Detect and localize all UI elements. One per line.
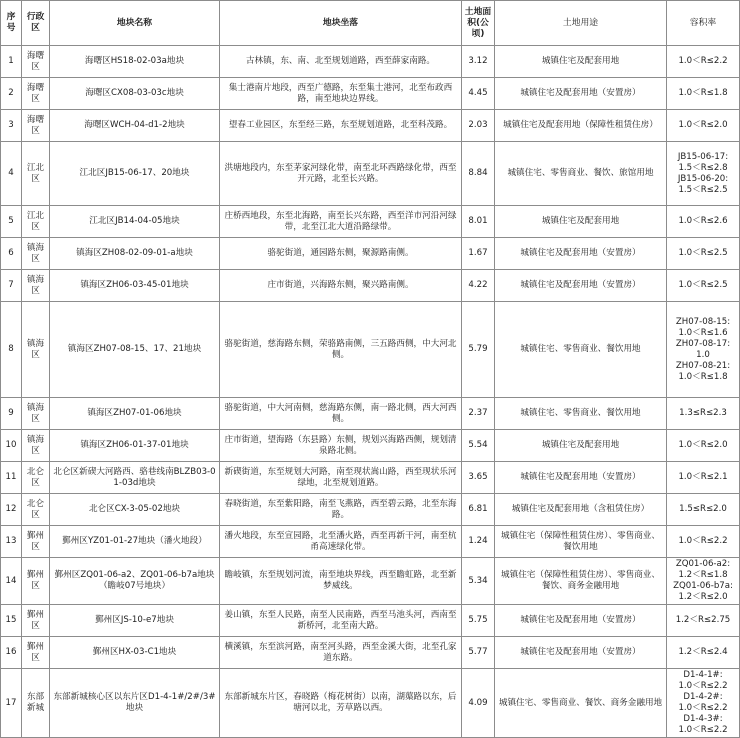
cell-parcel-name: 镇海区ZH07-08-15、17、21地块 <box>50 302 220 398</box>
cell-parcel-name: 镇海区ZH08-02-09-01-a地块 <box>50 238 220 270</box>
cell-location: 新碶街道，东至规划大河路，南至现状嵩山路，西至现状乐河绿地，北至规划道路。 <box>220 462 462 494</box>
cell-district: 鄞州区 <box>22 605 50 637</box>
cell-area: 1.24 <box>462 526 495 558</box>
cell-district: 鄞州区 <box>22 558 50 605</box>
cell-land-use: 城镇住宅及配套用地（安置房） <box>495 270 667 302</box>
col-header-far: 容积率 <box>667 1 740 46</box>
table-row <box>1 110 740 142</box>
cell-district: 镇海区 <box>22 398 50 430</box>
table-row <box>1 605 740 637</box>
cell-land-use: 城镇住宅及配套用地（保障性租赁住房） <box>495 110 667 142</box>
cell-location: 庄市街道，望海路（东县路）东侧，规划兴海路西侧，规划清泉路北侧。 <box>220 430 462 462</box>
table-header-row <box>1 1 740 46</box>
cell-land-use: 城镇住宅、零售商业、餐饮、旅馆用地 <box>495 142 667 206</box>
cell-area: 8.01 <box>462 206 495 238</box>
cell-location: 洪塘地段内，东至茅家河绿化带，南至北环西路绿化带，西至开元路，北至长兴路。 <box>220 142 462 206</box>
cell-area: 4.45 <box>462 78 495 110</box>
cell-far: D1-4-1#: 1.0＜R≤2.2 D1-4-2#: 1.0＜R≤2.2 D1-4-3#: 1.0＜R≤2.2 <box>667 669 740 738</box>
cell-location: 古林镇，东、南、北至规划道路，西至薛家南路。 <box>220 46 462 78</box>
cell-area: 4.22 <box>462 270 495 302</box>
cell-far: 1.0＜R≤2.1 <box>667 462 740 494</box>
cell-far: 1.0＜R≤2.2 <box>667 46 740 78</box>
table-row <box>1 669 740 738</box>
cell-district: 镇海区 <box>22 238 50 270</box>
cell-location: 春晓街道，东至紫阳路，南至飞燕路，西至碧云路，北至东海路。 <box>220 494 462 526</box>
cell-area: 1.67 <box>462 238 495 270</box>
cell-location: 望春工业园区，东至经三路，东至规划道路，北至科茂路。 <box>220 110 462 142</box>
cell-area: 5.79 <box>462 302 495 398</box>
cell-area: 3.12 <box>462 46 495 78</box>
cell-district: 江北区 <box>22 206 50 238</box>
cell-far: ZQ01-06-a2: 1.2＜R≤1.8 ZQ01-06-b7a: 1.2＜R≤2.0 <box>667 558 740 605</box>
cell-location: 潘火地段，东至宣园路，北至潘火路，西至再新干河，南至杭甬高速绿化带。 <box>220 526 462 558</box>
cell-no: 6 <box>1 238 22 270</box>
table-row <box>1 206 740 238</box>
cell-parcel-name: 东部新城核心区以东片区D1-4-1#/2#/3#地块 <box>50 669 220 738</box>
cell-parcel-name: 海曙区WCH-04-d1-2地块 <box>50 110 220 142</box>
col-header-use: 土地用途 <box>495 1 667 46</box>
cell-land-use: 城镇住宅及配套用地（安置房） <box>495 78 667 110</box>
cell-district: 东部新城 <box>22 669 50 738</box>
table-row <box>1 270 740 302</box>
cell-no: 7 <box>1 270 22 302</box>
cell-location: 横溪镇，东至滨河路，南至河头路，西至金溪大街，北至孔家道东路。 <box>220 637 462 669</box>
table-row <box>1 494 740 526</box>
cell-no: 13 <box>1 526 22 558</box>
cell-area: 8.84 <box>462 142 495 206</box>
cell-no: 8 <box>1 302 22 398</box>
cell-far: 1.0＜R≤2.5 <box>667 270 740 302</box>
cell-area: 6.81 <box>462 494 495 526</box>
cell-location: 骆驼街道，慈海路东侧，荣骆路南侧，三五路西侧，中大河北侧。 <box>220 302 462 398</box>
cell-location: 瞻岐镇，东至规划河流，南至地块界线，西至瞻虹路，北至新梦威线。 <box>220 558 462 605</box>
cell-area: 5.77 <box>462 637 495 669</box>
cell-far: 1.0＜R≤2.0 <box>667 110 740 142</box>
cell-far: ZH07-08-15: 1.0＜R≤1.6 ZH07-08-17: 1.0 ZH07-08-21: 1.0＜R≤1.8 <box>667 302 740 398</box>
table-row <box>1 142 740 206</box>
cell-no: 4 <box>1 142 22 206</box>
col-header-no: 序号 <box>1 1 22 46</box>
cell-parcel-name: 海曙区HS18-02-03a地块 <box>50 46 220 78</box>
col-header-name: 地块名称 <box>50 1 220 46</box>
cell-land-use: 城镇住宅及配套用地（安置房） <box>495 462 667 494</box>
cell-land-use: 城镇住宅、零售商业、餐饮、商务金融用地 <box>495 669 667 738</box>
cell-far: 1.2＜R≤2.4 <box>667 637 740 669</box>
cell-far: 1.0＜R≤2.5 <box>667 238 740 270</box>
cell-parcel-name: 江北区JB15-06-17、20地块 <box>50 142 220 206</box>
cell-location: 骆驼街道，中大河南侧，慈海路东侧，南一路北侧，西大河西侧。 <box>220 398 462 430</box>
cell-area: 2.03 <box>462 110 495 142</box>
cell-area: 5.54 <box>462 430 495 462</box>
cell-far: 1.2＜R≤2.75 <box>667 605 740 637</box>
col-header-location: 地块坐落 <box>220 1 462 46</box>
cell-district: 镇海区 <box>22 430 50 462</box>
cell-area: 2.37 <box>462 398 495 430</box>
cell-no: 9 <box>1 398 22 430</box>
cell-parcel-name: 镇海区ZH07-01-06地块 <box>50 398 220 430</box>
cell-area: 5.34 <box>462 558 495 605</box>
cell-no: 3 <box>1 110 22 142</box>
cell-location: 庄市街道，兴海路东侧，聚兴路南侧。 <box>220 270 462 302</box>
table-row <box>1 526 740 558</box>
table-row <box>1 430 740 462</box>
cell-land-use: 城镇住宅及配套用地 <box>495 46 667 78</box>
table-row <box>1 238 740 270</box>
table-row <box>1 558 740 605</box>
cell-district: 镇海区 <box>22 302 50 398</box>
table-row <box>1 637 740 669</box>
cell-far: 1.0＜R≤2.6 <box>667 206 740 238</box>
table-row <box>1 462 740 494</box>
cell-no: 5 <box>1 206 22 238</box>
cell-parcel-name: 鄞州区JS-10-e7地块 <box>50 605 220 637</box>
cell-location: 骆驼街道，通园路东侧，聚源路南侧。 <box>220 238 462 270</box>
table-row <box>1 78 740 110</box>
cell-no: 2 <box>1 78 22 110</box>
cell-district: 海曙区 <box>22 46 50 78</box>
table-row <box>1 398 740 430</box>
cell-parcel-name: 镇海区ZH06-03-45-01地块 <box>50 270 220 302</box>
cell-area: 4.09 <box>462 669 495 738</box>
cell-parcel-name: 北仑区CX-3-05-02地块 <box>50 494 220 526</box>
cell-district: 江北区 <box>22 142 50 206</box>
cell-land-use: 城镇住宅及配套用地 <box>495 206 667 238</box>
cell-no: 15 <box>1 605 22 637</box>
cell-parcel-name: 鄞州区ZQ01-06-a2、ZQ01-06-b7a地块（瞻岐07号地块） <box>50 558 220 605</box>
cell-no: 10 <box>1 430 22 462</box>
cell-parcel-name: 江北区JB14-04-05地块 <box>50 206 220 238</box>
cell-district: 北仑区 <box>22 462 50 494</box>
cell-district: 鄞州区 <box>22 526 50 558</box>
cell-land-use: 城镇住宅、零售商业、餐饮用地 <box>495 302 667 398</box>
cell-land-use: 城镇住宅（保障性租赁住房）、零售商业、餐饮、商务金融用地 <box>495 558 667 605</box>
cell-land-use: 城镇住宅及配套用地 <box>495 430 667 462</box>
cell-location: 集士港南片地段，西至广德路，东至集士港河，北至布政西路，南至地块边界线。 <box>220 78 462 110</box>
cell-no: 1 <box>1 46 22 78</box>
cell-no: 16 <box>1 637 22 669</box>
cell-far: 1.0＜R≤2.0 <box>667 430 740 462</box>
cell-parcel-name: 海曙区CX08-03-03c地块 <box>50 78 220 110</box>
cell-land-use: 城镇住宅（保障性租赁住房）、零售商业、餐饮用地 <box>495 526 667 558</box>
cell-far: 1.5≤R≤2.0 <box>667 494 740 526</box>
cell-no: 11 <box>1 462 22 494</box>
cell-district: 镇海区 <box>22 270 50 302</box>
cell-far: 1.0＜R≤1.8 <box>667 78 740 110</box>
cell-far: JB15-06-17: 1.5＜R≤2.8 JB15-06-20: 1.5＜R≤2.5 <box>667 142 740 206</box>
cell-far: 1.3≤R≤2.3 <box>667 398 740 430</box>
cell-location: 东部新城东片区，春晓路（梅花树街）以南，湖蕖路以东，后塘河以北，芳草路以西。 <box>220 669 462 738</box>
cell-area: 3.65 <box>462 462 495 494</box>
cell-district: 鄞州区 <box>22 637 50 669</box>
cell-parcel-name: 北仑区新碶大河路西、骆巷线南BLZB03-01-03d地块 <box>50 462 220 494</box>
cell-district: 北仑区 <box>22 494 50 526</box>
cell-land-use: 城镇住宅及配套用地（安置房） <box>495 637 667 669</box>
cell-district: 海曙区 <box>22 110 50 142</box>
cell-land-use: 城镇住宅及配套用地（安置房） <box>495 238 667 270</box>
cell-far: 1.0＜R≤2.2 <box>667 526 740 558</box>
cell-area: 5.75 <box>462 605 495 637</box>
table-row <box>1 46 740 78</box>
cell-district: 海曙区 <box>22 78 50 110</box>
cell-parcel-name: 鄞州区HX-03-C1地块 <box>50 637 220 669</box>
cell-location: 姜山镇，东至人民路，南至人民南路，西至马池头河，西南至新桥河，北至南大路。 <box>220 605 462 637</box>
col-header-area: 土地面积(公顷) <box>462 1 495 46</box>
cell-parcel-name: 鄞州区YZ01-01-27地块（潘火地段） <box>50 526 220 558</box>
cell-parcel-name: 镇海区ZH06-01-37-01地块 <box>50 430 220 462</box>
cell-land-use: 城镇住宅及配套用地（含租赁住房） <box>495 494 667 526</box>
cell-land-use: 城镇住宅、零售商业、餐饮用地 <box>495 398 667 430</box>
col-header-district: 行政区 <box>22 1 50 46</box>
table-row <box>1 302 740 398</box>
cell-no: 17 <box>1 669 22 738</box>
cell-location: 庄桥西地段，东至北海路，南至长兴东路，西至洋市河沿河绿带，北至江北大道沿路绿带。 <box>220 206 462 238</box>
cell-land-use: 城镇住宅及配套用地（安置房） <box>495 605 667 637</box>
cell-no: 12 <box>1 494 22 526</box>
cell-no: 14 <box>1 558 22 605</box>
